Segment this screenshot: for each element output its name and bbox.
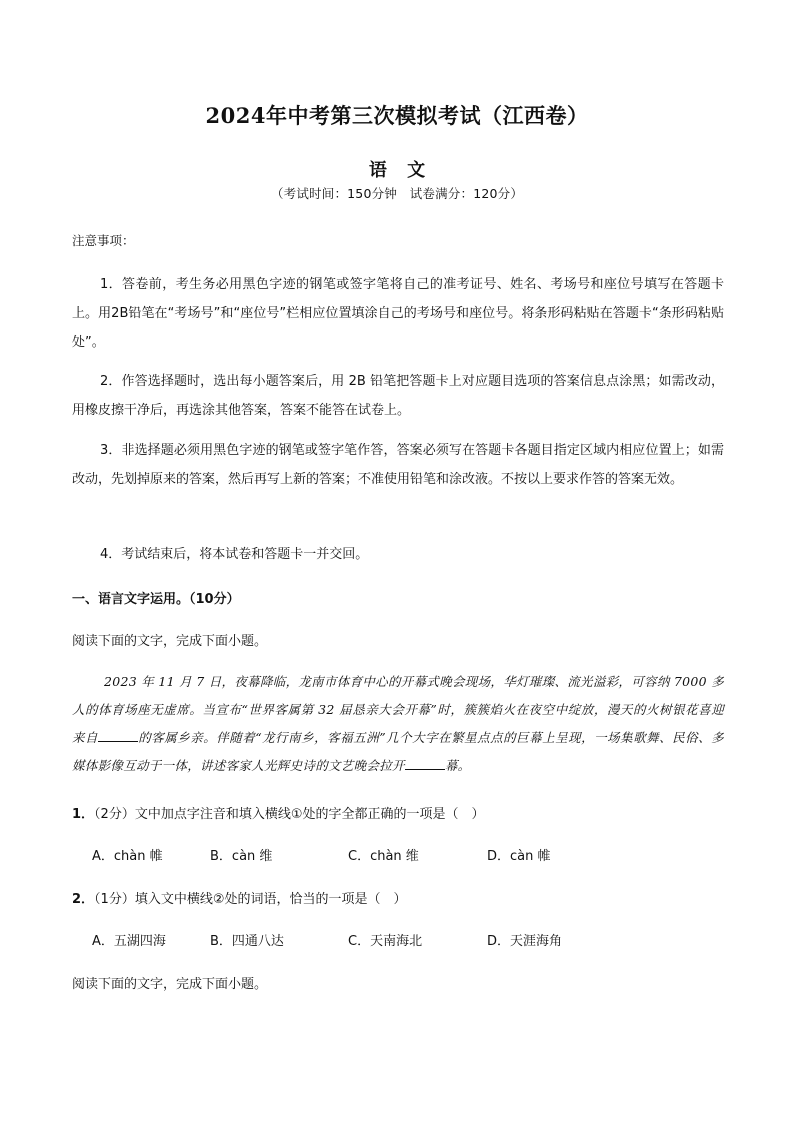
notice-item-3: 3．非选择题必须用黑色字迹的钢笔或签字笔作答，答案必须写在答题卡各题目指定区域内相应位置上；如需改动，先划掉原来的答案，然后再写上新的答案；不准使用铅笔和涂改液。不按以上要求作答的答案无效。 bbox=[72, 443, 724, 487]
q2-option-c[interactable]: C．天南海北 bbox=[348, 934, 423, 949]
q2-option-a[interactable]: A．五湖四海 bbox=[92, 934, 166, 949]
q2-option-b[interactable]: B．四通八达 bbox=[210, 934, 284, 949]
time-info: （考试时间：150分钟 试卷满分：120分） bbox=[270, 186, 524, 201]
question-2 bbox=[72, 888, 406, 907]
reading-instruction: 阅读下面的文字，完成下面小题。 bbox=[72, 634, 268, 649]
passage-text-1: 2023 年 11 月 7 日，夜幕降临，龙南市体育中心的开幕式晚会现场，华灯璀璨、流光溢彩，可容纳 7000 多人的体育场座无虚席。当宣布“世界客属第 32 届恳亲大会开幕”时，簇簇焰火在夜空中绽放，漫天的火树银花喜迎来自 bbox=[72, 674, 724, 745]
question-2-stem: （1分）填入文中横线②处的词语，恰当的一项是（ ） bbox=[94, 892, 407, 907]
blank-2 bbox=[405, 755, 445, 770]
next-reading-instruction: 阅读下面的文字，完成下面小题。 bbox=[72, 977, 268, 992]
blank-1 bbox=[98, 727, 138, 742]
q1-option-d[interactable]: D．càn 帷 bbox=[487, 849, 551, 864]
section-heading: 一、语言文字运用。（10分） bbox=[72, 592, 240, 607]
subject-heading: 语 文 bbox=[368, 160, 426, 181]
notice-item-4: 4．考试结束后，将本试卷和答题卡一并交回。 bbox=[100, 547, 369, 562]
passage-text-2: 的客属乡亲。伴随着“龙行南乡，客福五洲”几个大字在繁星点点的巨幕上呈现，一场集歌舞、民俗、多媒体影像互动于一体，讲述客家人光辉史诗的文艺晚会拉开 bbox=[72, 730, 724, 773]
notice-item-1: 1．答卷前，考生务必用黑色字迹的钢笔或签字笔将自己的准考证号、姓名、考场号和座位号填写在答题卡上。用2B铅笔在“考场号”和“座位号”栏相应位置填涂自己的考场号和座位号。将条形码粘贴在答题卡“条形码粘贴处”。 bbox=[72, 277, 724, 350]
passage-text-3: 幕。 bbox=[444, 758, 471, 773]
q1-option-a[interactable]: A．chàn 帷 bbox=[92, 849, 163, 864]
q1-option-c[interactable]: C．chàn 维 bbox=[348, 849, 419, 864]
question-1 bbox=[72, 803, 484, 822]
notice-heading: 注意事项： bbox=[72, 233, 135, 248]
q2-option-d[interactable]: D．天涯海角 bbox=[487, 934, 563, 949]
question-2-number: 2． bbox=[72, 892, 95, 907]
q1-option-b[interactable]: B．càn 维 bbox=[210, 849, 273, 864]
question-1-stem: （2分）文中加点字注音和填入横线①处的字全都正确的一项是（ ） bbox=[94, 807, 485, 822]
question-1-number: 1． bbox=[72, 807, 95, 822]
reading-passage bbox=[72, 668, 724, 780]
exam-title: 2024年中考第三次模拟考试（江西卷） bbox=[205, 103, 589, 128]
notice-item-2: 2．作答选择题时，选出每小题答案后，用 2B 铅笔把答题卡上对应题目选项的答案信息点涂黑；如需改动，用橡皮擦干净后，再选涂其他答案，答案不能答在试卷上。 bbox=[72, 374, 724, 418]
